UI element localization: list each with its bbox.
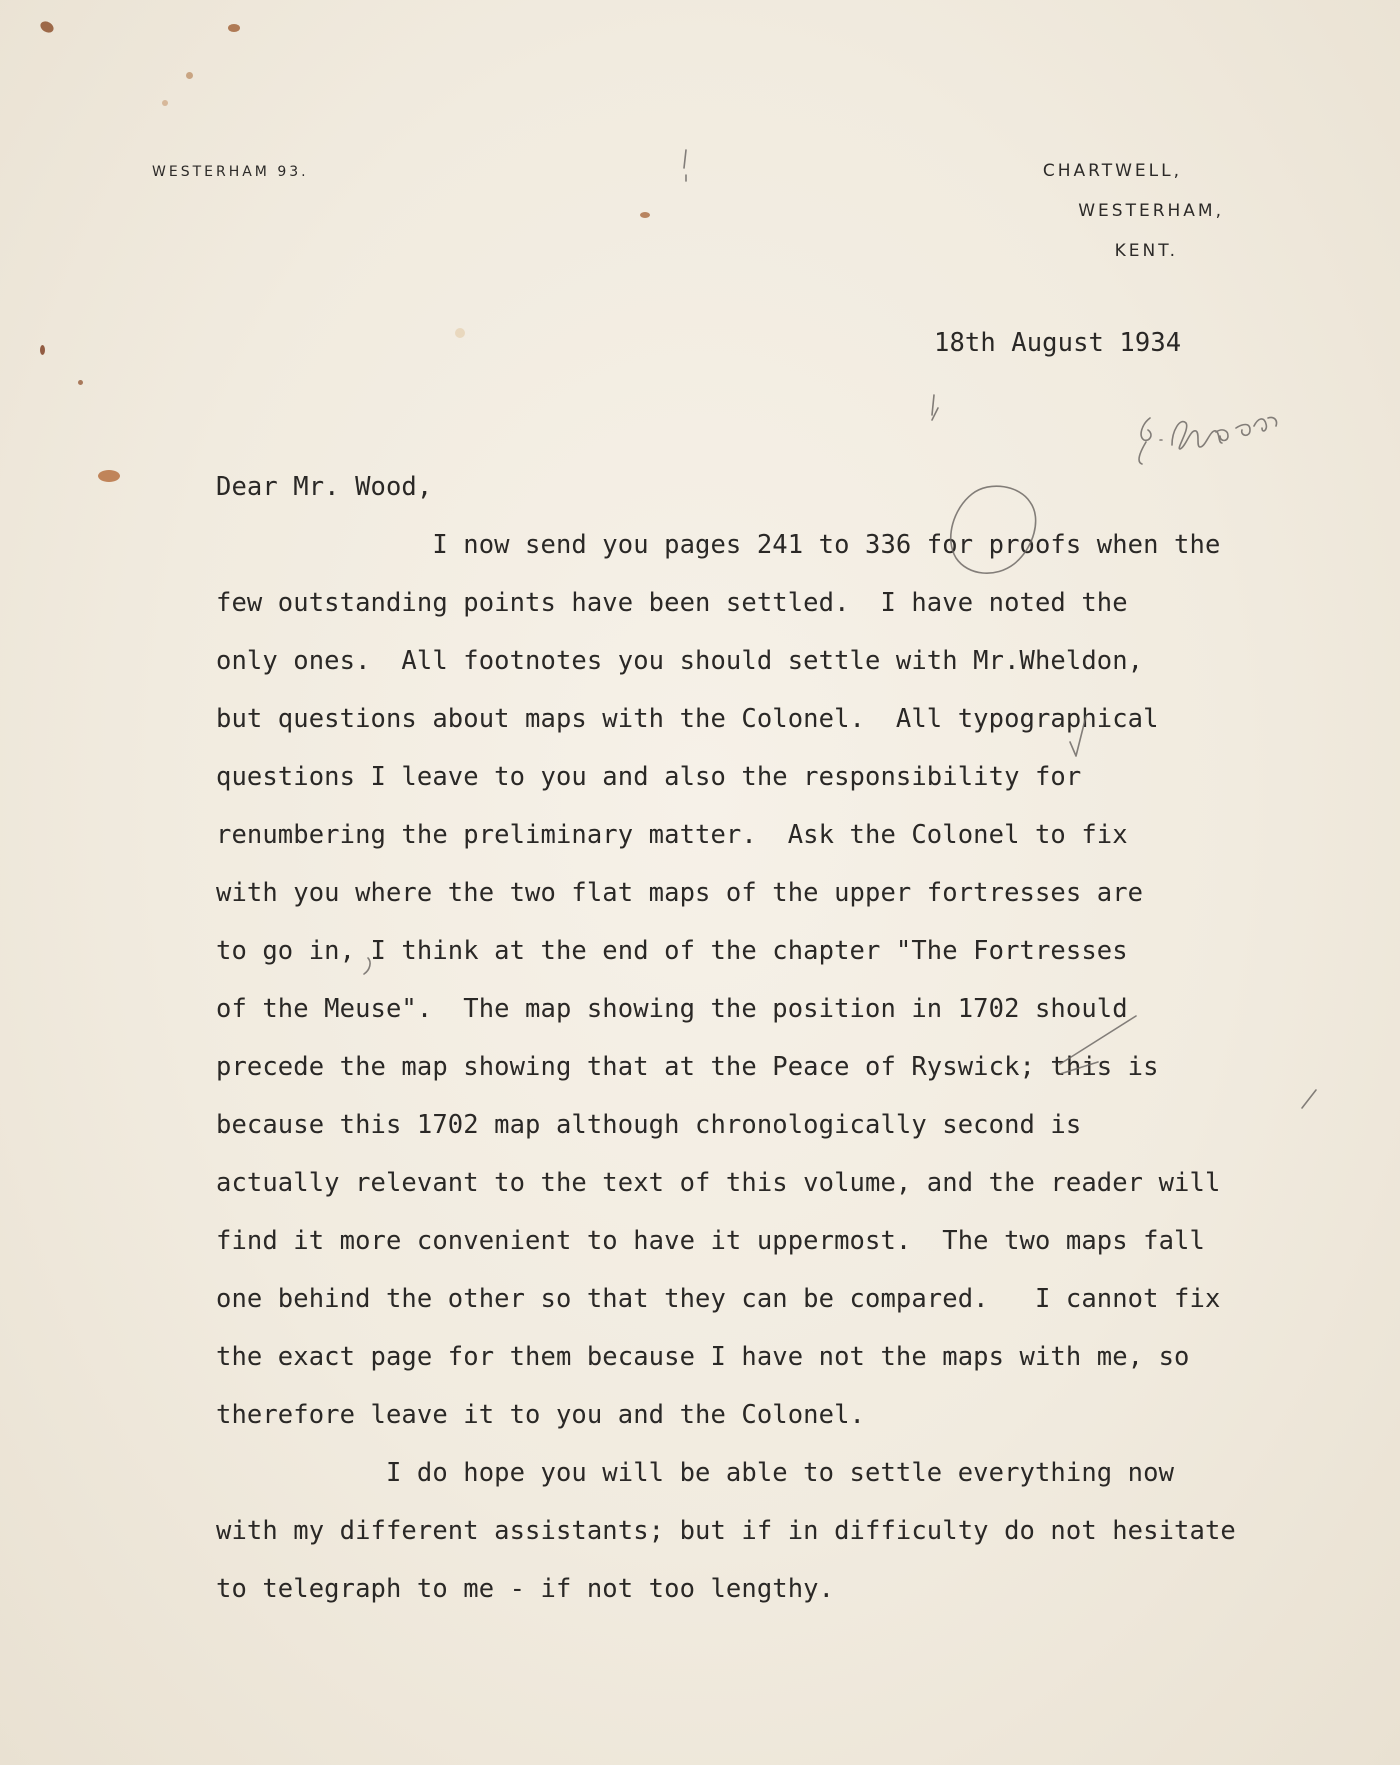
rust-stain (40, 345, 45, 355)
letterhead-telephone: WESTERHAM 93. (152, 164, 309, 180)
body-line: with my different assistants; but if in difficulty do not hesitate (216, 1516, 1236, 1546)
salutation: Dear Mr. Wood, (216, 472, 433, 502)
letter-date: 18th August 1934 (934, 328, 1182, 358)
body-line: only ones. All footnotes you should settle with Mr.Wheldon, (216, 646, 1144, 676)
body-line: questions I leave to you and also the responsibility for (216, 762, 1082, 792)
body-line: the exact page for them because I have not the maps with me, so (216, 1342, 1190, 1372)
rust-stain (228, 24, 240, 32)
letterhead-address-line: WESTERHAM, (1078, 201, 1224, 221)
body-line: find it more convenient to have it uppermost. The two maps fall (216, 1226, 1205, 1256)
body-line: of the Meuse". The map showing the position in 1702 should (216, 994, 1128, 1024)
body-line: precede the map showing that at the Peace of Ryswick; this is (216, 1052, 1159, 1082)
rust-stain (162, 100, 168, 106)
body-line: to telegraph to me - if not too lengthy. (216, 1574, 835, 1604)
body-line: therefore leave it to you and the Colonel. (216, 1400, 865, 1430)
body-line: I now send you pages 241 to 336 for proofs when the (216, 530, 1221, 560)
body-line: few outstanding points have been settled. I have noted the (216, 588, 1128, 618)
body-line: actually relevant to the text of this volume, and the reader will (216, 1168, 1221, 1198)
rust-stain (640, 212, 650, 218)
rust-stain (455, 328, 465, 338)
body-line: to go in, I think at the end of the chapter "The Fortresses (216, 936, 1128, 966)
body-line: with you where the two flat maps of the upper fortresses are (216, 878, 1144, 908)
body-line: one behind the other so that they can be compared. I cannot fix (216, 1284, 1221, 1314)
body-line: renumbering the preliminary matter. Ask the Colonel to fix (216, 820, 1128, 850)
handwritten-signature (1139, 417, 1276, 464)
rust-stain (98, 470, 120, 482)
rust-stain (186, 72, 193, 79)
rust-stain (78, 380, 83, 385)
rust-stain (38, 19, 55, 35)
body-line: but questions about maps with the Colonel. All typographical (216, 704, 1159, 734)
body-line: because this 1702 map although chronologically second is (216, 1110, 1082, 1140)
letterhead-address-line: KENT. (1114, 241, 1178, 261)
letterhead-address-line: CHARTWELL, (1042, 161, 1182, 181)
margin-slash (1302, 1090, 1316, 1108)
body-line: I do hope you will be able to settle everything now (216, 1458, 1175, 1488)
